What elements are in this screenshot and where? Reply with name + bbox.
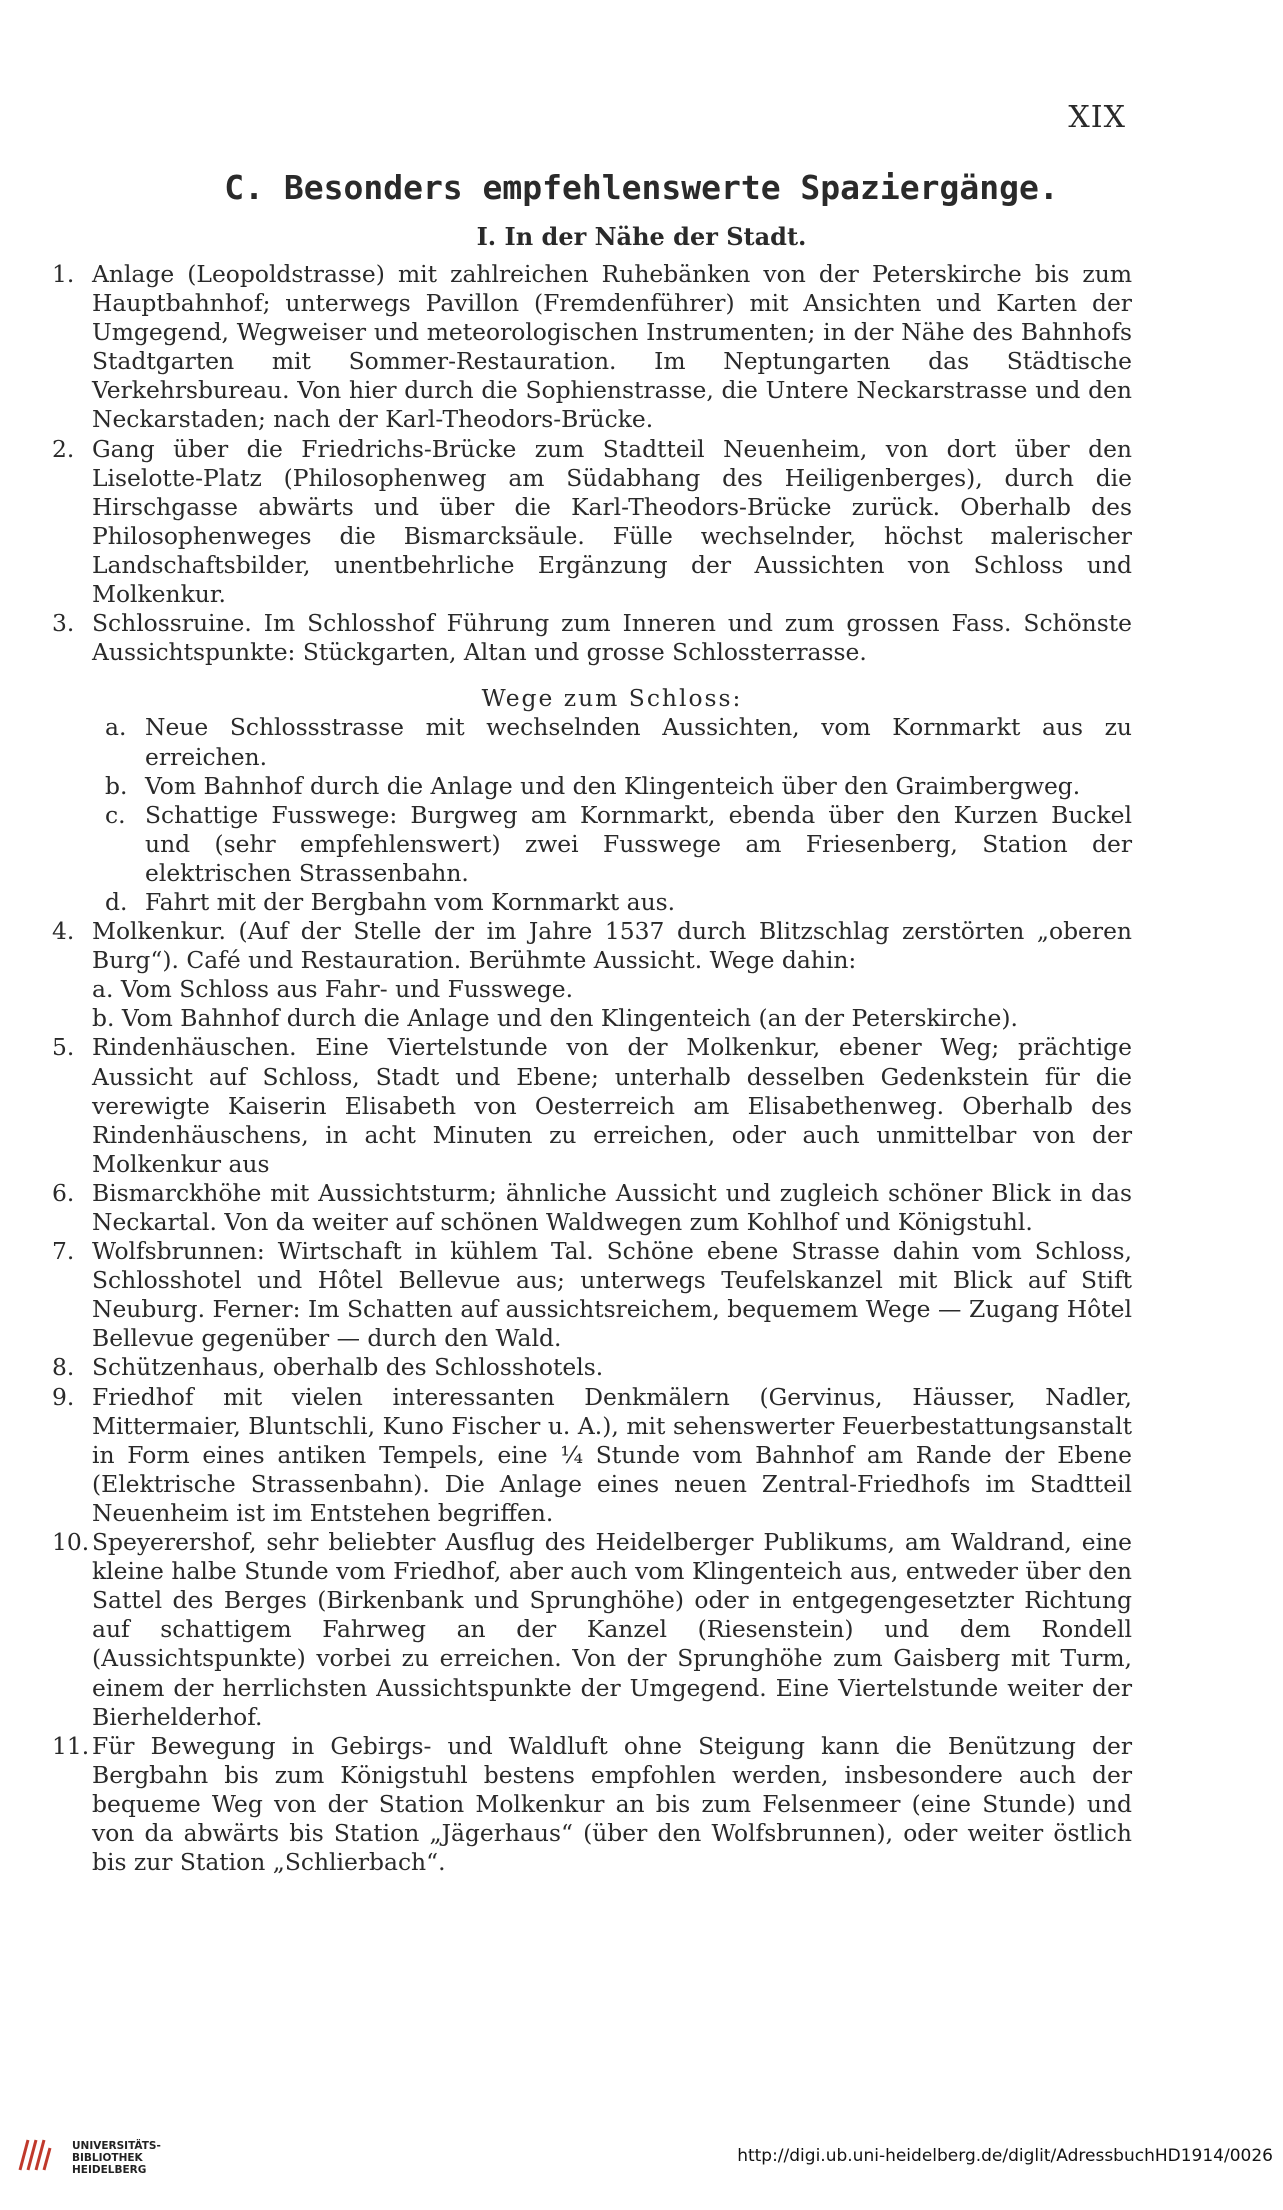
library-logo-text [72,2140,161,2176]
item-text: Wolfsbrunnen: Wirtschaft in kühlem Tal. Schöne ebene Strasse dahin vom Schloss, Schlosshotel und Hôtel Bellevue aus; unterwegs Teufelskanzel mit Blick auf Stift Neuburg. Ferner: Im Schatten auf aussichtsreichem, bequemem Wege — Zugang Hôtel Bellevue gegenüber — durch den Wald. [92,1237,1132,1353]
item-text: Speyerershof, sehr beliebter Ausflug des Heidelberger Publikums, am Waldrand, eine kleine halbe Stunde vom Friedhof, aber auch vom Klingenteich aus, entweder über den Sattel des Berges (Birkenbank und Sprunghöhe) oder in entgegengesetzter Richtung auf schattigem Fahrweg an der Kanzel (Riesenstein) und dem Rondell (Aussichtspunkte) vorbei zu erreichen. Von der Sprunghöhe zum Gaisberg mit Turm, einem der herrlichsten Aussichtspunkte der Umgegend. Eine Viertelstunde weiter der Bierhelderhof. [92,1528,1132,1731]
list-item [52,801,1132,888]
item-text: Anlage (Leopoldstrasse) mit zahlreichen Ruhebänken von der Peterskirche bis zum Hauptbahnhof; unterwegs Pavillon (Fremdenführer) mit Ansichten und Karten der Umgegend, Wegweiser und meteorologischen Instrumenten; in der Nähe des Bahnhofs Stadtgarten mit Sommer-Restauration. Im Neptungarten das Städtische Verkehrsbureau. Von hier durch die Sophienstrasse, die Untere Neckarstrasse und den Neckarstaden; nach der Karl-Theodors-Brücke. [92,260,1132,434]
item-number: 10. [52,1528,90,1557]
section-title: I. In der Nähe der Stadt. [476,222,807,251]
item-number: 3. [52,609,75,638]
item-number: 7. [52,1237,75,1266]
list-item [52,435,1132,610]
item-text: Schattige Fusswege: Burgweg am Kornmarkt, ebenda über den Kurzen Buckel und (sehr empfehlenswert) zwei Fusswege am Friesenberg, Station der elektrischen Strassenbahn. [145,800,1132,887]
list-item [52,772,1132,801]
item-letter: a. [105,713,127,742]
item-number: 6. [52,1178,75,1207]
item-number: 8. [52,1353,75,1382]
university-seal-icon [14,2134,56,2176]
item-text: Fahrt mit der Bergbahn vom Kornmarkt aus. [145,887,676,916]
list-item [52,917,1132,975]
list-item [52,1383,1132,1528]
list-subitem: b. Vom Bahnhof durch die Anlage und den Klingenteich (an der Peterskirche). [92,1004,1018,1033]
logo-line: HEIDELBERG [72,2164,147,2176]
item-text: Gang über die Friedrichs-Brücke zum Stadtteil Neuenheim, von dort über den Liselotte-Platz (Philosophenweg am Südabhang des Heiligenberges), durch die Hirschgasse abwärts und über die Karl-Theodors-Brücke zurück. Oberhalb des Philosophenweges die Bismarcksäule. Fülle wechselnder, höchst malerischer Landschaftsbilder, unentbehrliche Ergänzung der Aussichten von Schloss und Molkenkur. [92,434,1132,609]
item-number: 2. [52,434,75,463]
item-text: Friedhof mit vielen interessanten Denkmälern (Gervinus, Häusser, Nadler, Mittermaier, Bluntschli, Kuno Fischer u. A.), mit sehenswerter Feuerbestattungsanstalt in Form eines antiken Tempels, eine ¼ Stunde vom Bahnhof am Rande der Ebene (Elektrische Strassenbahn). Die Anlage eines neuen Zentral-Friedhofs im Stadtteil Neuenheim ist im Entstehen begriffen. [92,1382,1132,1527]
item-number: 1. [52,260,75,288]
item-text: Neue Schlossstrasse mit wechselnden Aussichten, vom Kornmarkt aus zu erreichen. [145,713,1132,771]
page-number: XIX [1068,100,1126,135]
item-text: Schützenhaus, oberhalb des Schlosshotels. [92,1353,604,1382]
list-item [52,1179,1132,1237]
list-item [52,1528,1132,1732]
list-item [52,1237,1132,1353]
item-text: Molkenkur. (Auf der Stelle der im Jahre 1537 durch Blitzschlag zerstörten „oberen Burg“). Café und Restauration. Berühmte Aussicht. Wege dahin: [92,917,1132,975]
item-letter: b. [105,771,128,800]
list-item [52,1732,1132,1877]
item-text: Rindenhäuschen. Eine Viertelstunde von der Molkenkur, ebener Weg; prächtige Aussicht auf Schloss, Stadt und Ebene; unterhalb desselben Gedenkstein für die verewigte Kaiserin Elisabeth von Oesterreich am Elisabethenweg. Oberhalb des Rindenhäuschens, in acht Minuten zu erreichen, oder auch unmittelbar von der Molkenkur aus [92,1033,1132,1178]
item-text: Bismarckhöhe mit Aussichtsturm; ähnliche Aussicht und zugleich schöner Blick in das Neckartal. Von da weiter auf schönen Waldwegen zum Kohlhof und Königstuhl. [92,1178,1132,1236]
list-item [52,1033,1132,1178]
item-number: 5. [52,1033,75,1062]
item-letter: c. [105,800,126,829]
logo-line: UNIVERSITÄTS- [72,2140,161,2152]
item-text: Vom Bahnhof durch die Anlage und den Klingenteich über den Graimbergweg. [145,771,1081,800]
item-text: Schlossruine. Im Schlosshof Führung zum Inneren und zum grossen Fass. Schönste Aussichtspunkte: Stückgarten, Altan und grosse Schlossterrasse. [92,609,1132,667]
document-body [52,260,1132,1877]
footer [0,2128,1283,2188]
list-item [52,1353,1132,1382]
list-item [52,609,1132,667]
wege-heading: Wege zum Schloss: [481,684,743,713]
logo-line: BIBLIOTHEK [72,2152,143,2164]
item-number: 9. [52,1382,75,1411]
item-text: Für Bewegung in Gebirgs- und Waldluft ohne Steigung kann die Benützung der Bergbahn bis zum Königstuhl bestens empfohlen werden, insbesondere auch der bequeme Weg von der Station Molkenkur an bis zum Felsenmeer (eine Stunde) und von da abwärts bis Station „Jägerhaus“ (über den Wolfsbrunnen), oder weiter östlich bis zur Station „Schlierbach“. [92,1731,1132,1877]
list-item [52,713,1132,771]
source-url-link[interactable]: http://digi.ub.uni-heidelberg.de/diglit/AdressbuchHD1914/0026 [737,2146,1273,2166]
chapter-title: C. Besonders empfehlenswerte Spaziergänge. [224,168,1059,207]
list-item [52,888,1132,917]
list-item [52,260,1132,435]
item-number: 11. [52,1731,90,1760]
list-subitem: a. Vom Schloss aus Fahr- und Fusswege. [92,975,574,1004]
item-number: 4. [52,917,75,946]
item-letter: d. [105,887,128,916]
